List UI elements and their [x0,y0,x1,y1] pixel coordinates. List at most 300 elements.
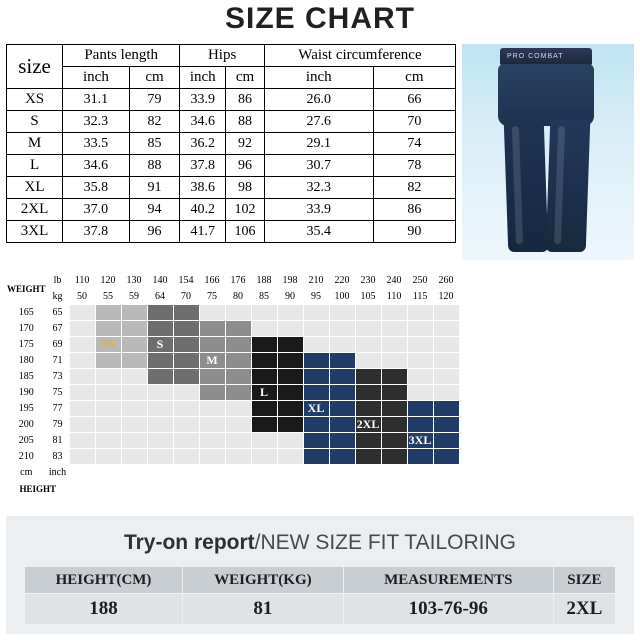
matrix-cell [225,385,251,401]
matrix-weight-cm: 185 [7,369,47,385]
matrix-cell [147,417,173,433]
matrix-cell [95,305,121,321]
matrix-cell [121,417,147,433]
size-table-cell: 33.9 [180,89,226,111]
table-row [7,89,456,111]
matrix-cell [199,353,225,369]
matrix-footer-cell [433,465,459,481]
size-table-cell: 102 [226,199,265,221]
matrix-height-kg: 64 [147,289,173,305]
matrix-size-tag: 3XL [408,433,432,447]
matrix-height-lb: 250 [407,273,433,289]
matrix-cell [329,321,355,337]
matrix-cell [147,321,173,337]
matrix-cell [121,449,147,465]
matrix-size-tag: XL [307,401,325,415]
matrix-weight-inch: 73 [46,369,69,385]
matrix-cell [173,433,199,449]
size-table-cell: 32.3 [63,111,130,133]
report-heading-rest: /NEW SIZE FIT TAILORING [254,531,517,554]
matrix-cell [225,433,251,449]
matrix-height-kg: 90 [277,289,303,305]
report-value-cell: 2XL [553,594,615,625]
report-value-cell: 103-76-96 [343,594,553,625]
matrix-height-kg: 70 [173,289,199,305]
matrix-weight-inch: 77 [46,401,69,417]
size-table-size-label: L [7,155,63,177]
matrix-height-lb: 240 [381,273,407,289]
matrix-cell [147,433,173,449]
matrix-height-kg: 120 [433,289,459,305]
report-heading [6,526,634,560]
matrix-height-lb: 210 [303,273,329,289]
size-table-cell: 36.2 [180,133,226,155]
matrix-cell [251,369,277,385]
matrix-cell [95,433,121,449]
size-table-cell: 32.3 [264,177,373,199]
matrix-cell [355,321,381,337]
report-value-cell: 81 [183,594,344,625]
size-table-cell: 66 [373,89,455,111]
matrix-cell [433,353,459,369]
matrix-cell [355,305,381,321]
size-table-unit-header: cm [129,67,180,89]
matrix-height-unit-cm: cm [7,465,47,481]
matrix-cell [277,337,303,353]
matrix-weight-cm: 175 [7,337,47,353]
matrix-cell [303,369,329,385]
matrix-cell [121,433,147,449]
matrix-cell [121,369,147,385]
matrix-weight-inch: 67 [46,321,69,337]
matrix-cell [251,353,277,369]
matrix-weight-inch: 81 [46,433,69,449]
table-row [7,221,456,243]
matrix-footer-cell [121,481,147,497]
size-table-cell: 35.8 [63,177,130,199]
matrix-footer-cell [251,465,277,481]
matrix-cell [173,385,199,401]
matrix-cell [69,449,95,465]
matrix-cell [173,369,199,385]
matrix-cell [147,449,173,465]
matrix-footer-cell [407,465,433,481]
matrix-cell [303,385,329,401]
matrix-size-tag: 2XL [356,417,380,431]
matrix-cell [303,417,329,433]
size-table-cell: 37.8 [180,155,226,177]
matrix-cell [225,337,251,353]
matrix-cell [147,401,173,417]
matrix-cell [69,369,95,385]
matrix-cell [173,353,199,369]
size-table-cell: 96 [129,221,180,243]
matrix-cell [303,449,329,465]
matrix-weight-cm: 195 [7,401,47,417]
matrix-corner-height: HEIGHT [7,481,70,497]
matrix-cell [277,401,303,417]
matrix-height-kg: 110 [381,289,407,305]
report-column-header: WEIGHT(KG) [183,567,344,594]
matrix-cell [329,449,355,465]
matrix-footer-cell [95,465,121,481]
matrix-cell [251,305,277,321]
matrix-cell [173,305,199,321]
table-row [7,155,456,177]
matrix-cell [69,401,95,417]
size-fit-matrix [6,272,634,504]
matrix-cell [95,337,121,353]
matrix-cell [121,337,147,353]
size-table-size-label: 3XL [7,221,63,243]
size-table-cell: 40.2 [180,199,226,221]
matrix-footer-cell [225,481,251,497]
matrix-footer-cell [251,481,277,497]
matrix-size-tag: M [206,353,218,367]
matrix-cell [329,353,355,369]
matrix-cell [407,449,433,465]
table-row [7,111,456,133]
size-table-group-header: Waist circumference [264,45,455,67]
matrix-cell [199,385,225,401]
size-table-cell: 41.7 [180,221,226,243]
matrix-size-tag: XS [100,337,116,351]
size-table-cell: 74 [373,133,455,155]
matrix-cell [277,449,303,465]
size-table-size-label: XL [7,177,63,199]
matrix-cell [303,305,329,321]
matrix-cell [225,401,251,417]
matrix-cell [381,417,407,433]
matrix-cell [225,353,251,369]
size-table-cell: 33.9 [264,199,373,221]
matrix-footer-cell [225,465,251,481]
matrix-cell [199,401,225,417]
matrix-height-kg: 105 [355,289,381,305]
matrix-cell [225,305,251,321]
matrix-cell [199,369,225,385]
matrix-weight-inch: 69 [46,337,69,353]
matrix-cell [355,353,381,369]
matrix-weight-inch: 71 [46,353,69,369]
matrix-height-lb: 198 [277,273,303,289]
size-table-size-label: 2XL [7,199,63,221]
size-table-cell: 82 [129,111,180,133]
matrix-footer-cell [303,465,329,481]
matrix-footer-cell [329,481,355,497]
matrix-height-lb: 130 [121,273,147,289]
matrix-cell [69,337,95,353]
matrix-cell [433,385,459,401]
matrix-cell [147,369,173,385]
matrix-cell [147,337,173,353]
matrix-cell [95,417,121,433]
matrix-cell [433,433,459,449]
matrix-cell [433,401,459,417]
left-leg [504,120,549,252]
matrix-cell [277,305,303,321]
matrix-cell [433,321,459,337]
matrix-cell [199,321,225,337]
size-table-cell: 37.0 [63,199,130,221]
matrix-cell [225,369,251,385]
matrix-height-lb: 154 [173,273,199,289]
table-row [7,177,456,199]
hips-panel [498,64,594,126]
matrix-cell [355,449,381,465]
matrix-footer-cell [407,481,433,497]
size-table-cell: 79 [129,89,180,111]
matrix-cell [355,433,381,449]
matrix-cell [381,449,407,465]
report-column-header: HEIGHT(CM) [25,567,183,594]
size-measurement-table [6,44,456,243]
size-table-cell: 106 [226,221,265,243]
matrix-height-kg: 80 [225,289,251,305]
matrix-footer-cell [277,481,303,497]
size-table-cell: 34.6 [180,111,226,133]
matrix-cell [251,417,277,433]
matrix-footer-cell [303,481,329,497]
matrix-weight-inch: 65 [46,305,69,321]
matrix-footer-cell [95,481,121,497]
matrix-height-lb: 110 [69,273,95,289]
matrix-cell [95,369,121,385]
size-table-cell: 70 [373,111,455,133]
matrix-row [7,417,460,433]
matrix-cell [173,417,199,433]
right-leg [546,120,591,252]
matrix-footer-cell [173,481,199,497]
matrix-cell [407,305,433,321]
matrix-cell [355,337,381,353]
matrix-cell [407,401,433,417]
fabric-highlight [554,126,565,244]
matrix-cell [433,337,459,353]
matrix-cell [147,385,173,401]
table-row [7,133,456,155]
matrix-cell [381,353,407,369]
report-column-header: MEASUREMENTS [343,567,553,594]
matrix-cell [433,369,459,385]
matrix-cell [121,353,147,369]
matrix-weight-inch: 83 [46,449,69,465]
matrix-cell [303,433,329,449]
matrix-cell [303,337,329,353]
matrix-cell [407,369,433,385]
size-table-cell: 88 [226,111,265,133]
matrix-height-lb: 260 [433,273,459,289]
matrix-cell [433,305,459,321]
size-table-cell: 82 [373,177,455,199]
size-table-unit-header: cm [373,67,455,89]
matrix-cell [173,401,199,417]
matrix-height-lb: 176 [225,273,251,289]
matrix-row [7,353,460,369]
size-table-size-label: S [7,111,63,133]
size-table-cell: 78 [373,155,455,177]
matrix-cell [407,353,433,369]
matrix-cell [173,321,199,337]
matrix-cell [251,337,277,353]
matrix-cell [381,337,407,353]
size-table-unit-header: inch [63,67,130,89]
size-table-cell: 27.6 [264,111,373,133]
matrix-cell [329,433,355,449]
matrix-cell [251,385,277,401]
matrix-cell [407,337,433,353]
size-table-cell: 92 [226,133,265,155]
matrix-height-kg: 75 [199,289,225,305]
matrix-cell [277,433,303,449]
matrix-cell [433,449,459,465]
matrix-weight-inch: 79 [46,417,69,433]
size-table-cell: 29.1 [264,133,373,155]
matrix-row [7,305,460,321]
matrix-weight-cm: 210 [7,449,47,465]
size-table-cell: 31.1 [63,89,130,111]
matrix-cell [381,433,407,449]
matrix-row [7,385,460,401]
size-table-cell: 86 [373,199,455,221]
matrix-footer-cell [147,465,173,481]
size-table-cell: 88 [129,155,180,177]
matrix-cell [277,369,303,385]
matrix-cell [147,305,173,321]
size-table-cell: 96 [226,155,265,177]
matrix-cell [407,385,433,401]
matrix-cell [277,385,303,401]
size-table-group-header: Pants length [63,45,180,67]
size-table-corner: size [7,45,63,89]
size-table-unit-header: cm [226,67,265,89]
matrix-cell [303,353,329,369]
matrix-cell [407,321,433,337]
matrix-cell [329,337,355,353]
matrix-footer-cell [433,481,459,497]
size-table-cell: 85 [129,133,180,155]
matrix-weight-cm: 190 [7,385,47,401]
matrix-cell [329,401,355,417]
matrix-cell [381,369,407,385]
matrix-weight-cm: 165 [7,305,47,321]
size-table-cell: 94 [129,199,180,221]
matrix-weight-cm: 170 [7,321,47,337]
size-table-cell: 33.5 [63,133,130,155]
matrix-height-kg: 95 [303,289,329,305]
matrix-cell [251,449,277,465]
matrix-cell [69,433,95,449]
matrix-cell [329,305,355,321]
matrix-cell [355,417,381,433]
matrix-height-lb: 120 [95,273,121,289]
matrix-corner-weight: WEIGHT [7,273,47,305]
matrix-cell [121,305,147,321]
matrix-cell [225,417,251,433]
matrix-cell [199,449,225,465]
size-table-unit-header: inch [264,67,373,89]
matrix-cell [199,433,225,449]
matrix-cell [225,321,251,337]
matrix-cell [277,417,303,433]
matrix-footer-cell [199,465,225,481]
matrix-cell [381,321,407,337]
report-column-header: SIZE [553,567,615,594]
matrix-cell [173,449,199,465]
matrix-weight-cm: 200 [7,417,47,433]
matrix-cell [95,401,121,417]
matrix-row [7,401,460,417]
matrix-weight-cm: 205 [7,433,47,449]
matrix-cell [173,337,199,353]
matrix-cell [355,369,381,385]
matrix-cell [147,353,173,369]
matrix-cell [95,449,121,465]
matrix-cell [95,321,121,337]
matrix-cell [251,401,277,417]
matrix-footer-cell [381,481,407,497]
matrix-cell [251,433,277,449]
size-table-cell: 90 [373,221,455,243]
matrix-footer-cell [381,465,407,481]
matrix-cell [69,321,95,337]
matrix-row [7,321,460,337]
matrix-cell [381,401,407,417]
matrix-height-lb: 220 [329,273,355,289]
matrix-cell [251,321,277,337]
matrix-height-lb: 230 [355,273,381,289]
matrix-footer-cell [199,481,225,497]
matrix-footer-cell [69,481,95,497]
matrix-height-kg: 50 [69,289,95,305]
matrix-height-kg: 100 [329,289,355,305]
matrix-footer-cell [355,481,381,497]
table-row [7,199,456,221]
size-table-cell: 86 [226,89,265,111]
report-table [24,566,616,625]
matrix-height-kg: 115 [407,289,433,305]
matrix-footer-cell [121,465,147,481]
fabric-highlight [512,126,523,244]
matrix-cell [225,449,251,465]
size-table-size-label: M [7,133,63,155]
matrix-footer-cell [173,465,199,481]
matrix-cell [95,353,121,369]
matrix-height-kg: 59 [121,289,147,305]
matrix-cell [121,385,147,401]
matrix-row [7,433,460,449]
try-on-report [6,516,634,634]
matrix-weight-cm: 180 [7,353,47,369]
matrix-cell [199,417,225,433]
size-table-size-label: XS [7,89,63,111]
matrix-cell [355,385,381,401]
matrix-cell [433,417,459,433]
matrix-cell [381,385,407,401]
size-table-cell: 91 [129,177,180,199]
matrix-row [7,369,460,385]
matrix-cell [407,417,433,433]
size-table-group-header: Hips [180,45,265,67]
size-table-cell: 26.0 [264,89,373,111]
size-table-cell: 98 [226,177,265,199]
matrix-height-kg: 85 [251,289,277,305]
matrix-cell [69,417,95,433]
matrix-cell [69,385,95,401]
size-table-cell: 35.4 [264,221,373,243]
matrix-height-lb: 140 [147,273,173,289]
size-table-cell: 34.6 [63,155,130,177]
